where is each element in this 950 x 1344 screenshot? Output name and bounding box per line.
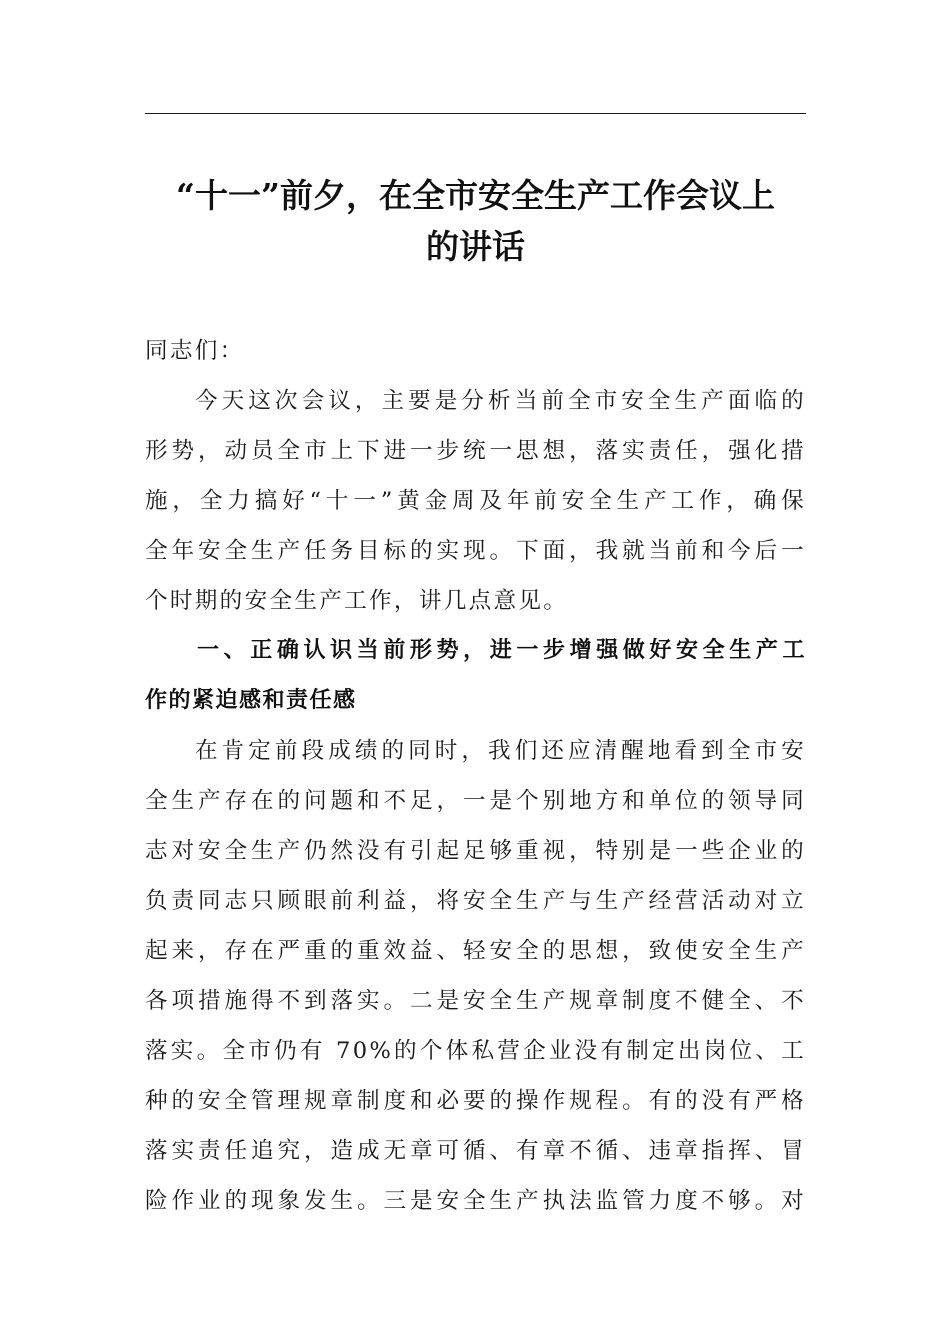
- text-line: 志对安全生产仍然没有引起足够重视，特别是一些企业的: [145, 838, 806, 864]
- text-line: 负责同志只顾眼前利益，将安全生产与生产经营活动对立: [145, 888, 806, 914]
- paragraph-intro: [145, 376, 806, 626]
- text-line: 险作业的现象发生。三是安全生产执法监管力度不够。对: [145, 1188, 806, 1214]
- document-title: [145, 170, 806, 272]
- text-line: 形势，动员全市上下进一步统一思想，落实责任，强化措: [145, 438, 806, 464]
- text-line: 全年安全生产任务目标的实现。下面，我就当前和今后一: [145, 538, 806, 564]
- text-line: 同志们：: [145, 338, 245, 364]
- document-body: [145, 326, 806, 1226]
- salutation: [145, 326, 806, 376]
- heading-line: 一、正确认识当前形势，进一步增强做好安全生产工: [197, 638, 806, 663]
- text-line: 施，全力搞好“十一”黄金周及年前安全生产工作，确保: [145, 488, 806, 514]
- title-line: “十一”前夕，在全市安全生产工作会议上: [176, 176, 775, 215]
- heading-line: 作的紧迫感和责任感: [145, 688, 357, 713]
- header-rule: [145, 113, 806, 114]
- text-line: 全生产存在的问题和不足，一是个别地方和单位的领导同: [145, 788, 806, 814]
- text-line: 种的安全管理规章制度和必要的操作规程。有的没有严格: [145, 1088, 806, 1114]
- text-line: 个时期的安全生产工作，讲几点意见。: [145, 588, 569, 614]
- section-heading-1: [145, 626, 806, 726]
- text-line: 各项措施得不到落实。二是安全生产规章制度不健全、不: [145, 988, 806, 1014]
- text-line: 落实。全市仍有 70%的个体私营企业没有制定出岗位、工: [145, 1038, 806, 1064]
- paragraph-problems: [145, 726, 806, 1226]
- text-line: 起来，存在严重的重效益、轻安全的思想，致使安全生产: [145, 938, 806, 964]
- text-line: 在肯定前段成绩的同时，我们还应清醒地看到全市安: [195, 738, 806, 764]
- title-line: 的讲话: [426, 227, 525, 266]
- text-line: 落实责任追究，造成无章可循、有章不循、违章指挥、冒: [145, 1138, 806, 1164]
- text-line: 今天这次会议，主要是分析当前全市安全生产面临的: [195, 388, 806, 414]
